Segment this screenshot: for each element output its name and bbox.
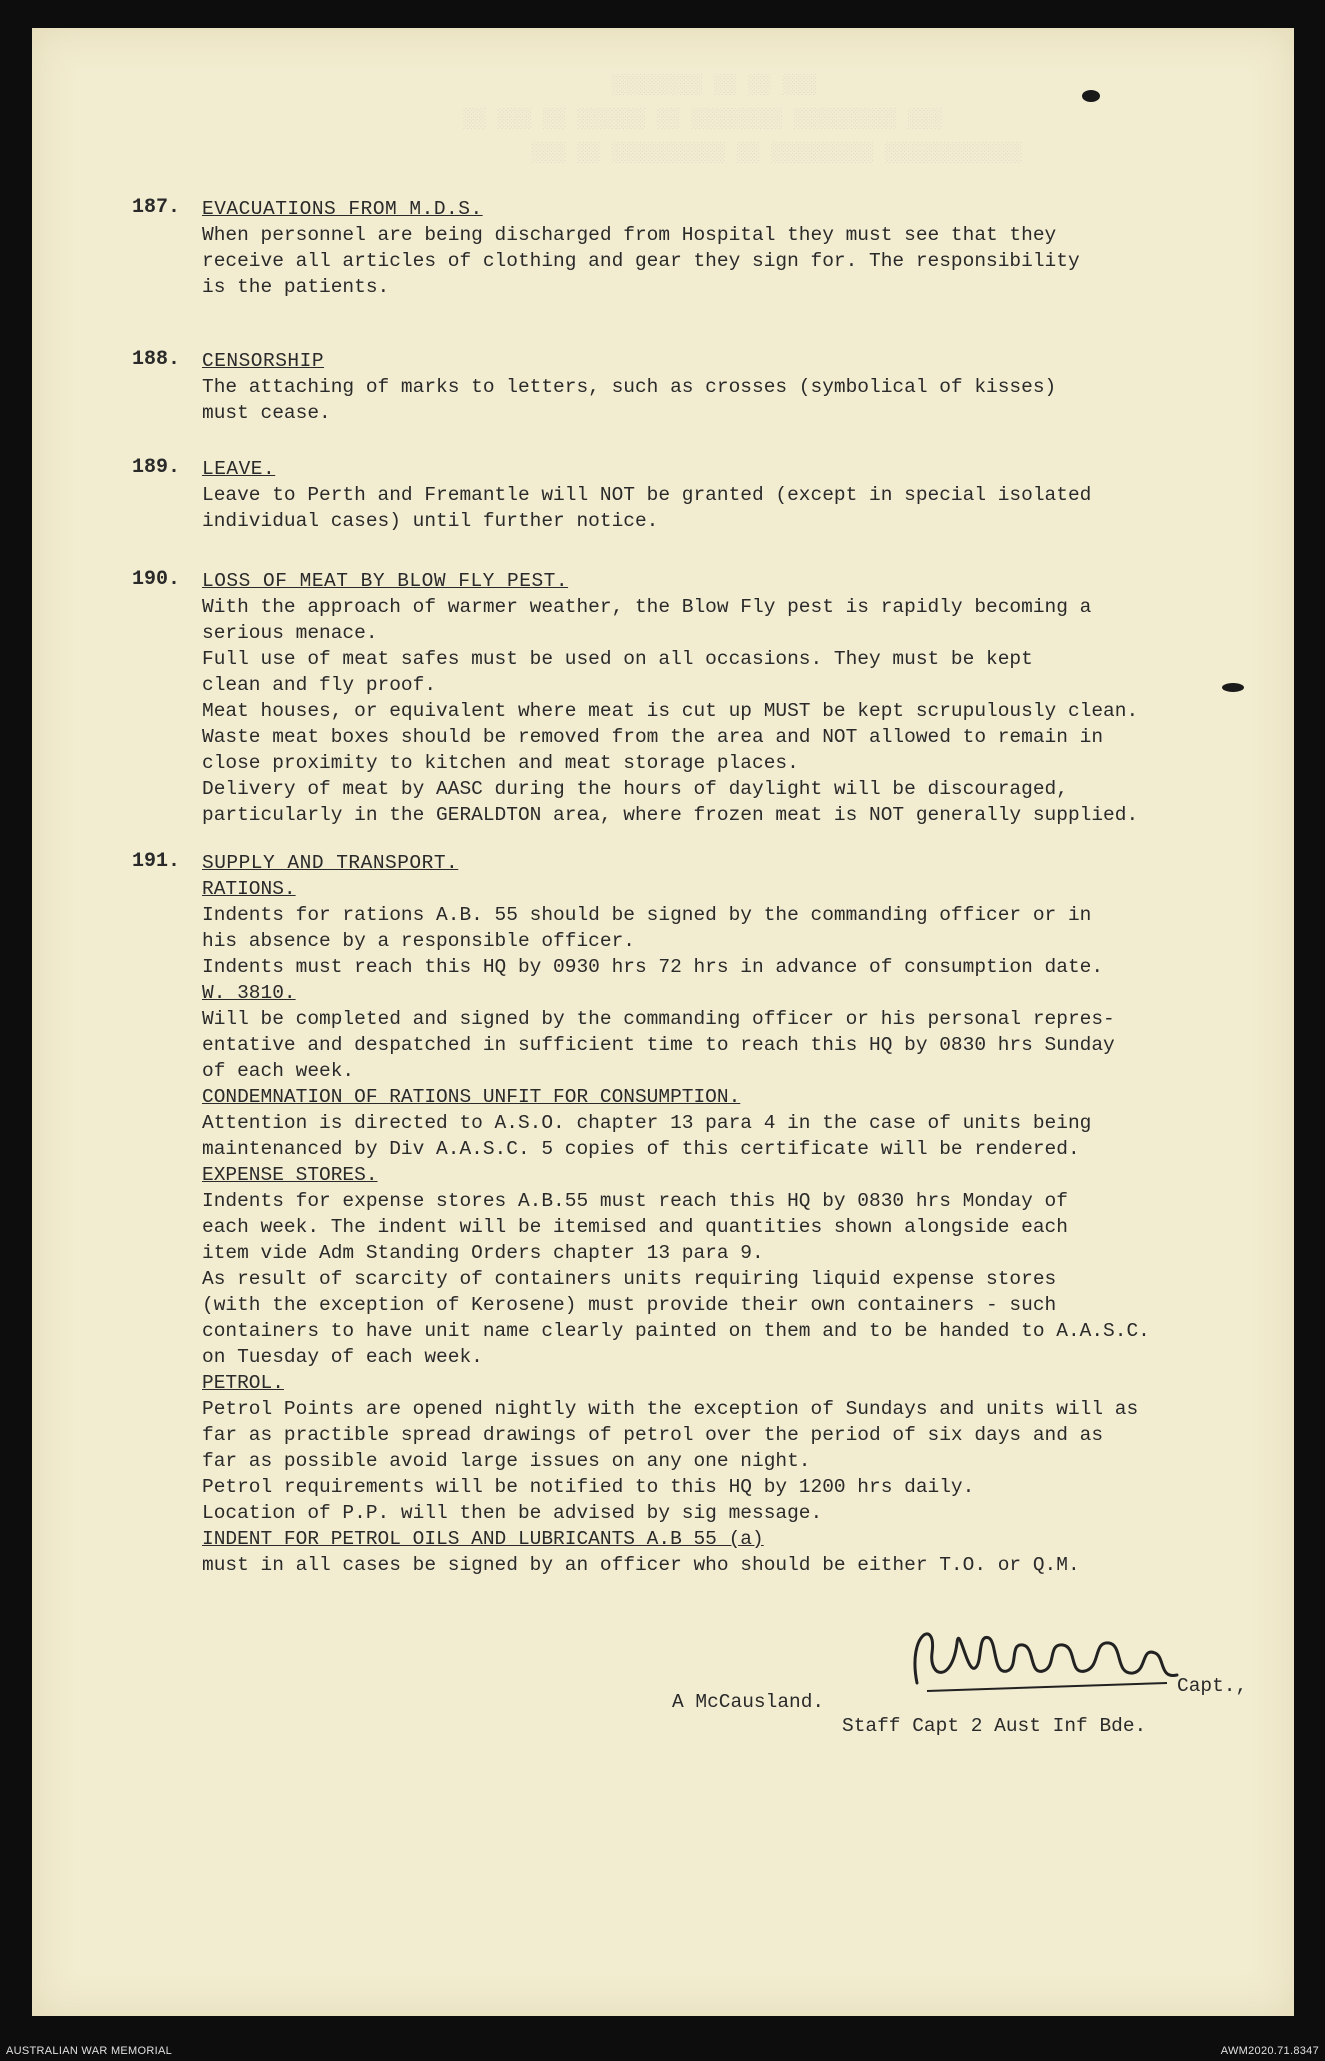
section-line: close proximity to kitchen and meat storage places. [202,752,799,774]
section-line: serious menace. [202,622,378,644]
section-line: Meat houses, or equivalent where meat is cut up MUST be kept scrupulously clean. [202,700,1139,722]
section-number: 187. [132,196,181,219]
footer-archive-id: AWM2020.71.8347 [1220,2045,1319,2057]
section-line: Waste meat boxes should be removed from the area and NOT allowed to remain in [202,726,1104,748]
handwritten-signature [897,1613,1197,1703]
typed-page [32,28,1294,2016]
section-heading: EVACUATIONS FROM M.D.S. [202,198,483,220]
section-line: Petrol requirements will be notified to this HQ by 1200 hrs daily. [202,1476,975,1498]
document-sheet [32,28,1294,2016]
section-line: each week. The indent will be itemised and quantities shown alongside each [202,1216,1068,1238]
signatory-rank: Capt., [1177,1675,1248,1697]
section-line: receive all articles of clothing and gear they sign for. The responsibility [202,250,1080,272]
section-line: Indents for expense stores A.B.55 must reach this HQ by 0830 hrs Monday of [202,1190,1068,1212]
signatory-title: Staff Capt 2 Aust Inf Bde. [842,1715,1147,1737]
signatory-name: A McCausland. [672,1691,825,1713]
section-line: As result of scarcity of containers units requiring liquid expense stores [202,1268,1057,1290]
section-line: Petrol Points are opened nightly with the exception of Sundays and units will as [202,1398,1139,1420]
section-line: With the approach of warmer weather, the Blow Fly pest is rapidly becoming a [202,596,1092,618]
section-number: 188. [132,348,181,371]
section-line: far as practible spread drawings of petrol over the period of six days and as [202,1424,1104,1446]
section-line: must in all cases be signed by an officer who should be either T.O. or Q.M. [202,1554,1080,1576]
section-line: is the patients. [202,276,390,298]
section-heading: LOSS OF MEAT BY BLOW FLY PEST. [202,570,569,592]
ink-blot [1082,90,1100,102]
section-line: item vide Adm Standing Orders chapter 13 para 9. [202,1242,764,1264]
section-line: must cease. [202,402,331,424]
section-number: 190. [132,568,181,591]
subheading-petrol: PETROL. [202,1372,284,1394]
section-line: Indents must reach this HQ by 0930 hrs 72 hrs in advance of consumption date. [202,956,1104,978]
subheading-condemnation: CONDEMNATION OF RATIONS UNFIT FOR CONSUMPTION. [202,1086,741,1108]
section-number: 191. [132,850,181,873]
section-line: Will be completed and signed by the commanding officer or his personal repres- [202,1008,1115,1030]
footer-archive-name: AUSTRALIAN WAR MEMORIAL [6,2045,173,2057]
subheading-rations: RATIONS. [202,878,296,900]
section-line: Attention is directed to A.S.O. chapter 13 para 4 in the case of units being [202,1112,1092,1134]
section-line: his absence by a responsible officer. [202,930,635,952]
show-through-text: ░░░ ░░ ░░ ░░░░░░░░ ░░░ ░░░░░░░░░ ░░░░░░░░ ░░ ░░░░░░ ░░ ░░░ ░░ ░░░░░░░░░░░░ ░░░░░░░░░ ░░ ░░░░░░░░░░ ░░ ░░░ [462,74,1272,164]
section-line: Delivery of meat by AASC during the hours of daylight will be discouraged, [202,778,1068,800]
ink-blot [1222,683,1244,692]
section-line: Full use of meat safes must be used on all occasions. They must be kept [202,648,1033,670]
section-line: Leave to Perth and Fremantle will NOT be granted (except in special isolated [202,484,1092,506]
section-line: on Tuesday of each week. [202,1346,483,1368]
section-line: Indents for rations A.B. 55 should be signed by the commanding officer or in [202,904,1092,926]
section-line: (with the exception of Kerosene) must provide their own containers - such [202,1294,1057,1316]
section-number: 189. [132,456,181,479]
subheading-indent-petrol: INDENT FOR PETROL OILS AND LUBRICANTS A.B 55 (a) [202,1528,764,1550]
section-heading: LEAVE. [202,458,276,480]
section-line: The attaching of marks to letters, such as crosses (symbolical of kisses) [202,376,1057,398]
section-line: particularly in the GERALDTON area, where frozen meat is NOT generally supplied. [202,804,1139,826]
section-line: Location of P.P. will then be advised by sig message. [202,1502,823,1524]
section-line: maintenanced by Div A.A.S.C. 5 copies of this certificate will be rendered. [202,1138,1080,1160]
section-line: entative and despatched in sufficient time to reach this HQ by 0830 hrs Sunday [202,1034,1115,1056]
section-line: containers to have unit name clearly painted on them and to be handed to A.A.S.C. [202,1320,1150,1342]
section-line: individual cases) until further notice. [202,510,659,532]
subheading-w3810: W. 3810. [202,982,296,1004]
subheading-expense-stores: EXPENSE STORES. [202,1164,378,1186]
section-line: of each week. [202,1060,355,1082]
section-heading: SUPPLY AND TRANSPORT. [202,852,459,874]
section-line: When personnel are being discharged from Hospital they must see that they [202,224,1057,246]
section-line: far as possible avoid large issues on any one night. [202,1450,811,1472]
signature-block [672,1613,1272,1737]
section-heading: CENSORSHIP [202,350,325,372]
section-line: clean and fly proof. [202,674,437,696]
